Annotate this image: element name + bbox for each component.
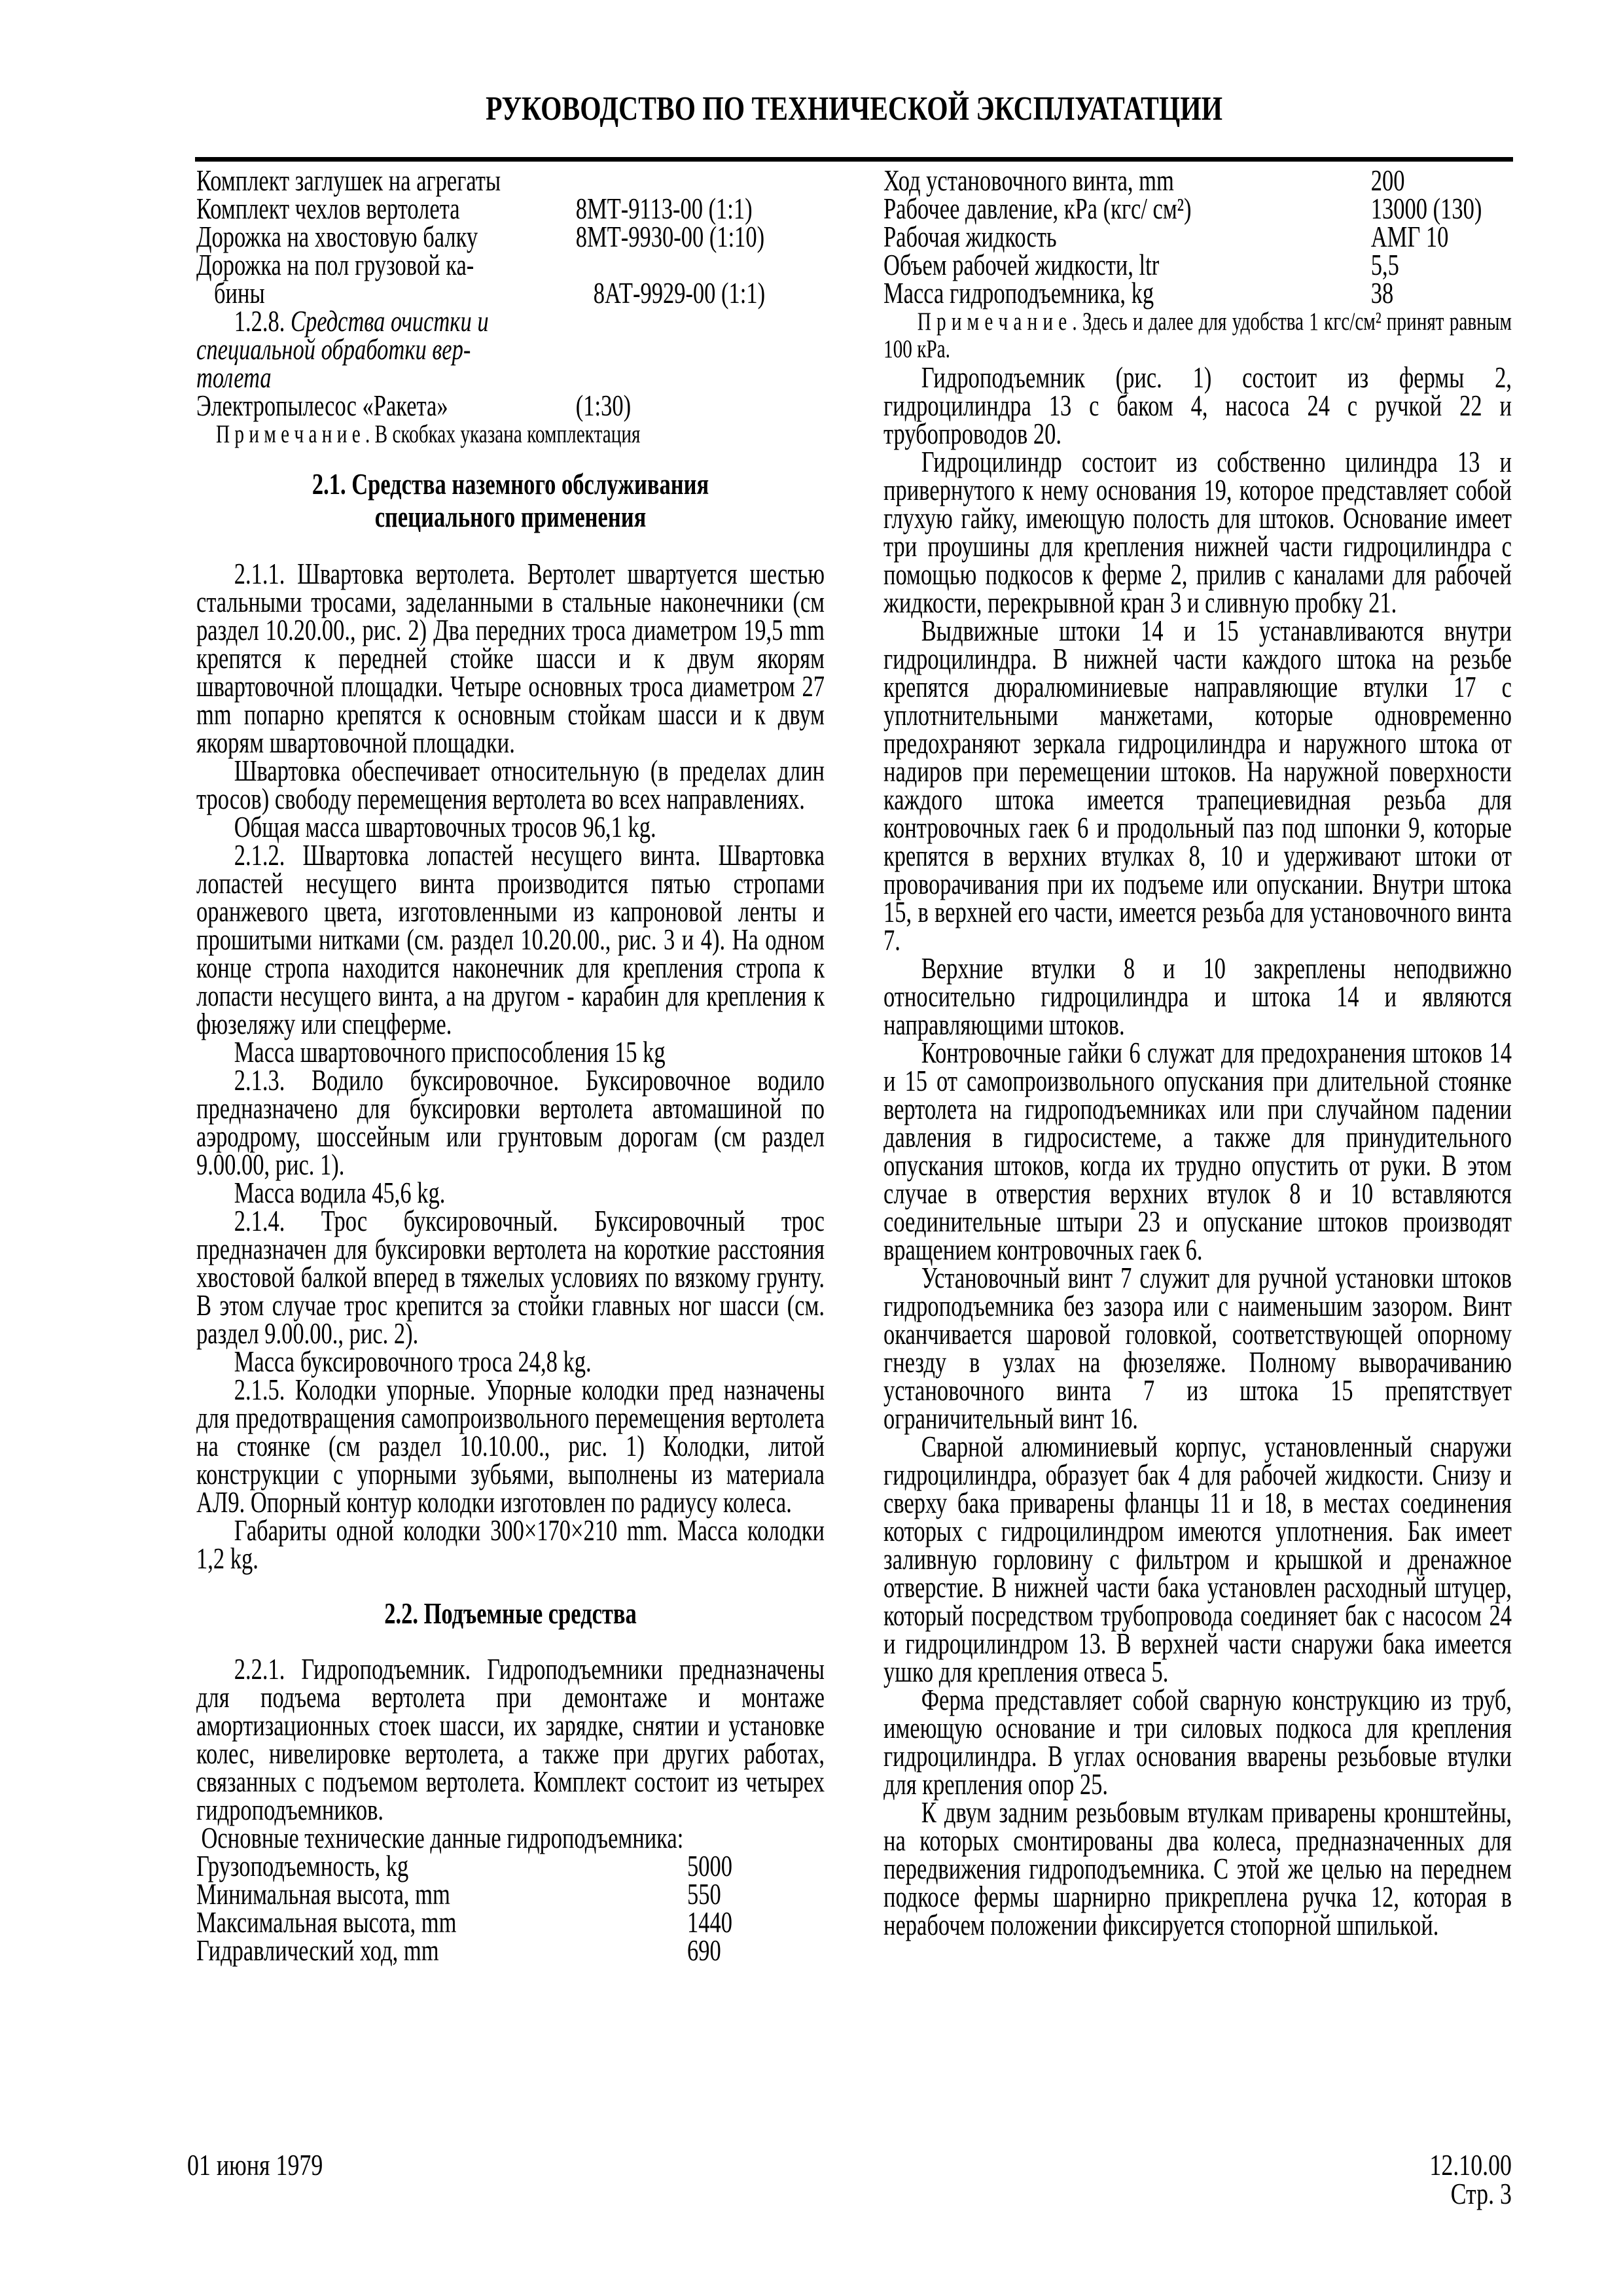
footer-right-block [1429,2148,1512,2210]
right-column [883,166,1512,1939]
row-value: 8МТ-9113-00 (1:1) [575,192,753,225]
specs-intro: Основные технические данные гидроподъемника: [201,1821,684,1854]
heading-line: 2.1. Средства наземного обслуживания [312,467,709,501]
spec-value: 550 [687,1877,721,1911]
table-row [196,332,825,366]
table-row [196,389,825,422]
row-value: (1:30) [575,389,632,422]
row-label: Комплект чехлов вертолета [196,192,460,225]
spec-value: 1440 [687,1905,732,1939]
row-value [576,166,825,194]
item-title: Средства очистки и [291,304,489,338]
right-column-content [883,166,1512,1939]
paragraph-truss: Ферма представляет собой сварную конструкцию из труб, имеющую основание и три силовых подкоса для крепления гидроцилиндра. В углах основания вварены резьбовые втулки для крепления опор 25. [883,1683,1512,1801]
paragraph: Швартовка обеспечивает относительную (в пределах длин тросов) свободу перемещения вертолета во всех направлениях. [196,754,825,815]
table-row [196,361,825,394]
section-heading-2-2: 2.2. Подъемные средства [384,1597,637,1630]
paragraph: Масса буксировочного троса 24,8 kg. [234,1345,592,1378]
paragraph-2-1-5: 2.1.5. Колодки упорные. Упорные колодки пред назначены для предотвращения самопроизвольного перемещения вертолета на стоянке (см раздел 10.10.00., рис. 1) Колодки, литой конструкции с упорными зубьями, выполнены из материала АЛ9. Опорный контур колодки изготовлен по радиусу колеса. [196,1373,825,1519]
spec-label: Гидравлический ход, mm [196,1934,439,1967]
paragraph-tank: Сварной алюминиевый корпус, установленный снаружи гидроцилиндра, образует бак 4 для рабочей жидкости. Снизу и сверху бака приварены фланцы 11 и 18, в местах соединения которых с гидроцилиндром имеются уплотнения. Бак имеет заливную горловину с фильтром и крышкой и дренажное отверстие. В нижней части бака установлен расходный штуцер, который посредством трубопровода соединяет бак с насосом 24 и гидроцилиндром 13. В верхней части снаружи бака имеется ушко для крепления отвеса 5. [883,1430,1512,1688]
table-row [196,192,825,225]
table-row [196,276,825,309]
table-row [196,222,825,251]
spec-value: 38 [1370,276,1394,309]
row-value: 8АТ-9929-00 (1:1) [593,276,766,309]
jack-specs-table-top [883,166,1512,307]
row-label: бины [214,276,265,309]
table-row [883,222,1512,251]
paragraph-lock-nuts: Контровочные гайки 6 служат для предохранения штоков 14 и 15 от самопроизвольного опускания при длительной стоянке вертолета на гидроподъемниках или при случайном падении давления в гидросистеме, а также для принудительного опускания штоков, когда их трудно опустить от руки. В этом случае в отверстия верхних втулок 8 и 10 вставляются соединительные штыри 23 и опускание штоков производят вращением контровочных гаек 6. [883,1036,1512,1266]
spec-label: Рабочая жидкость [883,220,1057,253]
paragraph-wheels-handle: К двум задним резьбовым втулкам приварены кронштейны, на которых смонтированы два колеса, предназначенных для передвижения гидроподъемника. С этой же целью на переднем подкосе фермы шарнирно прикреплена ручка 12, которая в нерабочем положении фиксируется стопорной шпилькой. [883,1795,1512,1941]
footer-date: 01 июня 1979 [187,2148,323,2181]
table-row [196,304,825,338]
equipment-table [196,164,825,422]
paragraph-2-2-1: 2.2.1. Гидроподъемник. Гидроподъемники предназначены для подъема вертолета при демонтаже и монтаже амортизационных стоек шасси, их зарядке, снятии и установке колес, нивелировке вертолета, а также при других работах, связанных с подъемом вертолета. Комплект состоит из четырех гидроподъемников. [196,1652,825,1826]
item-number: 1.2.8. [234,304,285,338]
left-column [196,164,825,1967]
header-rule [195,157,1513,162]
spec-label: Ход установочного винта, mm [883,164,1174,197]
paragraph-2-1-4: 2.1.4. Трос буксировочный. Буксировочный трос предназначен для буксировки вертолета на короткие расстояния хвостовой балкой вперед в тяжелых условиях по вязкому грунту. В этом случае трос крепится за стойки главных ног шасси (см. раздел 9.00.00., рис. 2). [196,1204,825,1350]
spec-value: 5,5 [1370,248,1399,281]
page-title: РУКОВОДСТВО ПО ТЕХНИЧЕСКОЙ ЭКСПЛУАТАТЦИИ [486,90,1222,128]
paragraph-2-1-2: 2.1.2. Швартовка лопастей несущего винта. Швартовка лопастей несущего винта производится пятью стропами оранжевого цвета, изготовленными из капроновой ленты и прошитыми нитками (см. раздел 10.20.00., рис. 3 и 4). На одном конце стропа находится наконечник для крепления стропа к лопасти несущего винта, а на другом - карабин для крепления к фюзеляжу или спецферме. [196,838,825,1040]
table-row [196,1877,825,1911]
row-value [614,307,825,335]
paragraph: Габариты одной колодки 300×170×210 mm. Масса колодки 1,2 kg. [196,1513,825,1575]
section-heading-2-1 [196,468,825,533]
row-value [576,363,825,391]
paragraph-cylinder: Гидроцилиндр состоит из собственно цилиндра 13 и привернутого к нему основания 19, которое представляет собой глухую гайку, имеющую полость для штоков. Основание имеет три проушины для крепления нижней части гидроцилиндра с помощью подкосов к ферме 2, прилив с каналами для рабочей жидкости, перекрывной кран 3 и сливную пробку 21. [883,445,1512,619]
row-label: Электропылесос «Ракета» [196,389,448,422]
spec-label: Рабочее давление, кРа (кгс/ см²) [883,192,1192,225]
paragraph-upper-bushings: Верхние втулки 8 и 10 закреплены неподвижно относительно гидроцилиндра и штока 14 и являются направляющими штоков. [883,951,1512,1041]
row-label: специальной обработки вер- [196,332,471,366]
table-row [883,248,1512,281]
row-label: Дорожка на хвостовую балку [196,220,478,253]
paragraph-2-1-1: 2.1.1. Швартовка вертолета. Вертолет швартуется шестью стальными тросами, заделанными в стальные наконечники (см раздел 10.20.00., рис. 2) Два передних троса диаметром 19,5 mm крепятся к передней стойке шасси и к двум якорям швартовочной площадки. Четыре основных троса диаметром 27 mm попарно крепятся к основным стойкам шасси и к двум якорям швартовочной площадки. [196,557,825,759]
jack-specs-table [196,1849,825,1967]
heading-line: специального применения [374,500,647,533]
footer-doc-number: 12.10.00 [1429,2148,1512,2181]
row-label: Комплект заглушек на агрегаты [196,164,501,197]
spec-label: Объем рабочей жидкости, ltr [883,248,1160,281]
left-column-content [196,164,825,1967]
paragraph: Масса водила 45,6 kg. [234,1176,446,1209]
spec-label: Максимальная высота, mm [196,1905,457,1939]
note-pressure-units: П р и м е ч а н и е . Здесь и далее для удобства 1 кгс/см² принят равным 100 кРа. [883,308,1512,363]
table-row [196,164,825,197]
table-row [196,1905,825,1939]
row-label: толета [196,361,272,394]
paragraph-rods: Выдвижные штоки 14 и 15 устанавливаются внутри гидроцилиндра. В нижней части каждого штока на резьбе крепятся дюралюминиевые направляющие втулки 17 с уплотнительными манжетами, которые одновременно предохраняют зеркала гидроцилиндра и наружного штока от надиров при перемещении штоков. На наружной поверхности каждого штока имеется трапециевидная резьба для контровочных гаек 6 и продольный паз под шпонки 9, которые крепятся в верхних втулках 8, 10 и удерживают штоки от проворачивания при их подъеме или опускании. Внутри штока 15, в верхней его части, имеется резьба для установочного винта 7. [883,614,1512,957]
spec-value: 13000 (130) [1370,192,1482,225]
spec-value: 690 [687,1934,721,1967]
table-row [196,1849,825,1882]
row-label: Дорожка на пол грузовой ка- [196,248,474,281]
spec-label: Масса гидроподъемника, kg [883,276,1154,309]
spec-label: Грузоподъемность, kg [196,1849,409,1882]
row-value: 8МТ-9930-00 (1:10) [575,220,765,253]
spec-value: 5000 [687,1849,732,1882]
table-row [883,192,1512,225]
row-value [576,251,825,279]
paragraph-2-1-3: 2.1.3. Водило буксировочное. Буксировочное водило предназначено для буксировки вертолета автомашиной по аэродрому, шоссейным или грунтовым дорогам (см раздел 9.00.00, рис. 1). [196,1063,825,1181]
row-label [196,304,614,338]
paragraph-set-screw: Установочный винт 7 служит для ручной установки штоков гидроподъемника без зазора или с наименьшим зазором. Винт оканчивается шаровой головкой, соответствующей опорному гнезду в узлах на фюзеляже. Полному выворачиванию установочного винта 7 из штока 15 препятствует ограничительный винт 16. [883,1261,1512,1435]
paragraph-jack-composition: Гидроподъемник (рис. 1) состоит из фермы 2, гидроцилиндра 13 с баком 4, насоса 24 с ручкой 22 и трубопроводов 20. [883,361,1512,450]
row-value [576,335,825,363]
spec-value: АМГ 10 [1370,220,1449,253]
table-row [196,248,825,281]
footer-page-number: Стр. 3 [1450,2177,1512,2210]
spec-value: 200 [1370,164,1405,197]
paragraph: Масса швартовочного приспособления 15 kg [234,1035,666,1069]
table-row [883,164,1512,197]
spec-label: Минимальная высота, mm [196,1877,450,1911]
table-row [196,1934,825,1967]
note-completeness: П р и м е ч а н и е . В скобках указана комплектация [216,420,641,448]
paragraph: Общая масса швартовочных тросов 96,1 kg. [234,810,656,843]
table-row [883,276,1512,309]
